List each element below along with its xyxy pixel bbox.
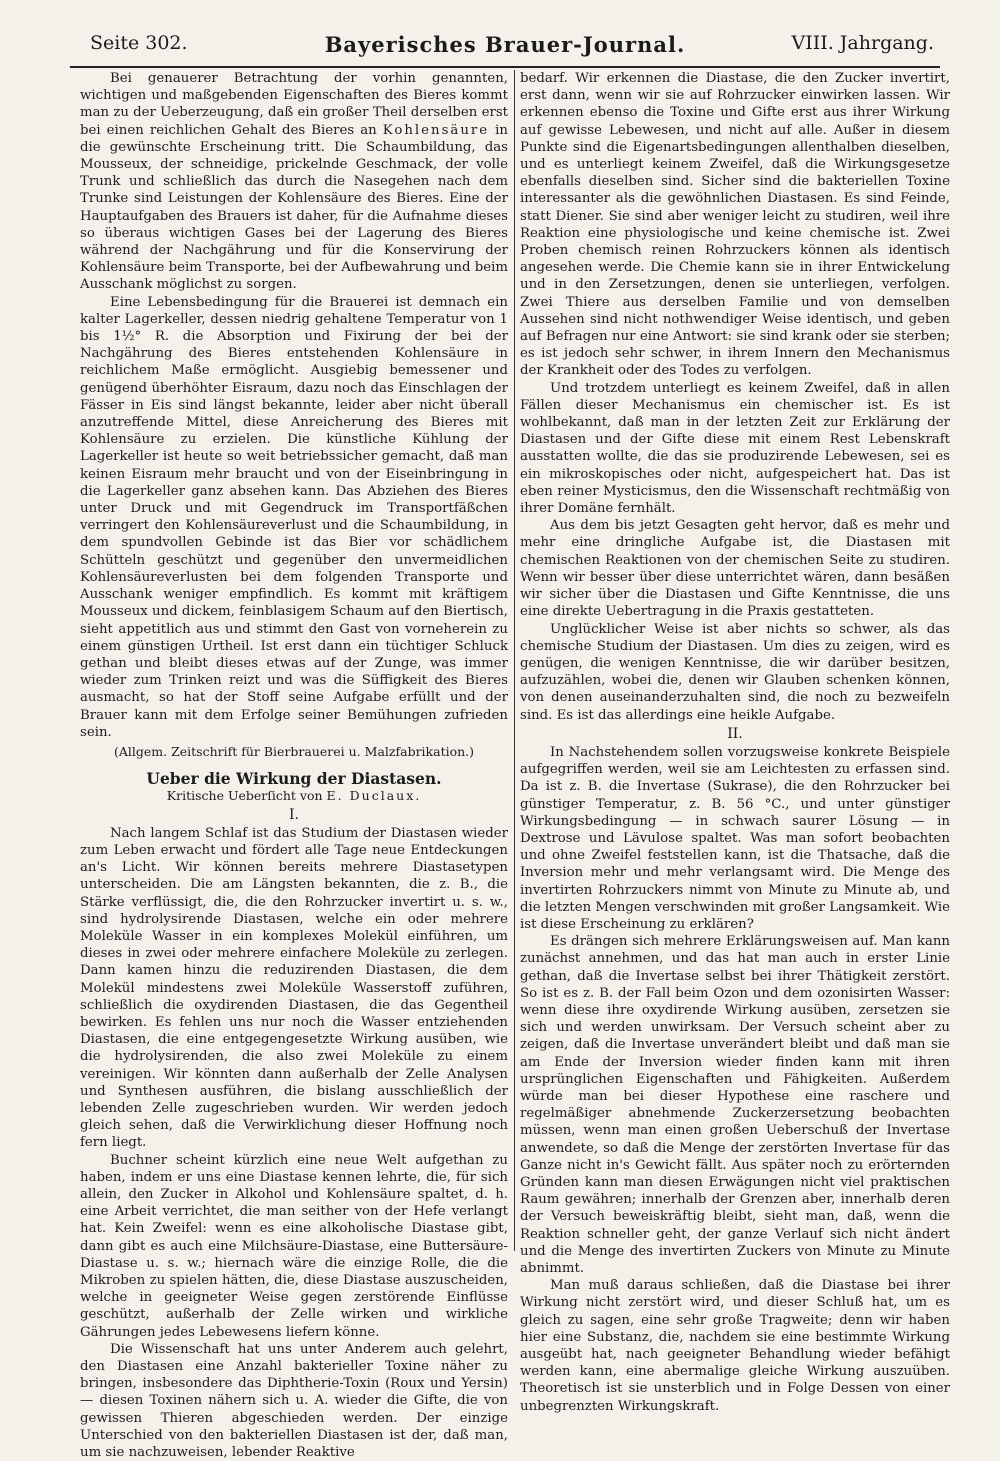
paragraph: In Nachstehendem sollen vorzugsweise konkrete Beispiele aufgegriffen werden, weil sie am Leichtesten zu erfassen sind. Da ist z. B. die Invertase (Sukrase), die den Rohrzucker bei günstiger Temperatur, z. B. 56 °C., und unter günstiger Wirkungsbedingung — in schwach saurer Lösung — in Dextrose und Lävulose spaltet. Was man sofort beobachten und ohne Zweifel feststellen kann, ist die Thatsache, daß die Inversion mehr und mehr verlangsamt wird. Die Menge des invertirten Rohrzuckers nimmt von Minute zu Minute ab, und die letzten Mengen verschwinden mit großer Langsamkeit. Wie ist diese Erscheinung zu erklären? bbox=[520, 744, 950, 932]
paragraph: Und trotzdem unterliegt es keinem Zweifel, daß in allen Fällen dieser Mechanismus ein chemischer ist. Es ist wohlbekannt, daß man in der letzten Zeit zur Erklärung der Diastasen und der Gifte diese mit einem Rest Lebenskraft ausstatten wollte, die das sie produzirende Lebewesen, sei es ein mikroskopisches oder nicht, aufgespeichert hat. Das ist eben reiner Mysticismus, den die Wissenschaft rechtmäßig von ihrer Domäne fernhält. bbox=[520, 380, 950, 517]
paragraph: Unglücklicher Weise ist aber nichts so schwer, als das chemische Studium der Diastasen. Um dies zu zeigen, wird es genügen, die wenigen Kenntnisse, die wir darüber besitzen, aufzuzählen, wobei die, denen wir Glauben schenken können, von denen auseinanderzuhalten sind, die noch zu bezweifeln sind. Es ist das allerdings eine heikle Aufgabe. bbox=[520, 621, 950, 723]
emphasized-word: Kohlensäure bbox=[382, 122, 490, 138]
column-divider bbox=[514, 70, 515, 1251]
right-column bbox=[520, 70, 950, 1414]
text-columns bbox=[80, 70, 950, 1461]
paragraph: Eine Lebensbedingung für die Brauerei ist demnach ein kalter Lagerkeller, dessen niedrig gehaltene Temperatur von 1 bis 1½° R. die Absorption und Fixirung der bei der Nachgährung des Bieres entstehenden Kohlensäure in reichlichem Maße ermöglicht. Ausgiebig bemessener und genügend überhöhter Eisraum, dazu noch das Einschlagen der Fässer in Eis sind längst bekannte, leider aber nicht überall anzutreffende Mittel, diese Anreicherung des Bieres mit Kohlensäure zu erzielen. Die künstliche Kühlung der Lagerkeller ist heute so weit betriebssicher gemacht, daß man keinen Eisraum mehr braucht und von der Eiseinbringung in die Lagerkeller ganz absehen kann. Das Abziehen des Bieres unter Druck und mit Gegendruck im Transportfäßchen verringert den Kohlensäureverlust und die Schaumbildung, in dem spundvollen Gebinde ist das Bier vor schädlichem Schütteln geschützt und gegenüber den unvermeidlichen Kohlensäureverlusten bei dem folgenden Transporte und Ausschank weniger empfindlich. Es kommt mit kräftigem Mousseux und dickem, feinblasigem Schaum auf den Biertisch, sieht appetitlich aus und stimmt den Gast von vorneherein zu einem günstigen Urtheil. Ist erst dann ein tüchtiger Schluck gethan und bleibt dieses etwas auf der Zunge, was immer wieder zum Trinken reizt und was die Süffigkeit des Bieres ausmacht, so hat der Stoff seine Aufgabe erfüllt und der Brauer kann mit dem Erfolge seiner Bemühungen zufrieden sein. bbox=[80, 294, 508, 740]
article-title: Ueber die Wirkung der Diastasen. bbox=[146, 769, 442, 789]
section-number: I. bbox=[289, 806, 299, 823]
page-number: Seite 302. bbox=[90, 32, 188, 54]
paragraph bbox=[80, 70, 508, 294]
source-citation: (Allgem. Zeitschrift für Bierbrauerei u. Malzfabrikation.) bbox=[113, 743, 475, 759]
paragraph: Es drängen sich mehrere Erklärungsweisen auf. Man kann zunächst annehmen, und das hat man auch in erster Linie gethan, daß die Invertase selbst bei ihrer Thätigkeit zerstört. So ist es z. B. der Fall beim Ozon und dem ozonisirten Wasser: wenn diese ihre oxydirende Wirkung ausüben, zersetzen sie sich und werden unwirksam. Der Versuch scheint aber zu zeigen, daß die Invertase unverändert bleibt und daß man sie am Ende der Inversion wieder finden kann mit ihren ursprünglichen Eigenschaften und Fähigkeiten. Außerdem würde man bei dieser Hypothese eine raschere und regelmäßiger abnehmende Zuckerzersetzung beobachten müssen, wenn man einen großen Ueberschuß der Invertase anwendete, so daß die Menge der zerstörten Invertase für das Ganze nicht in's Gewicht fällt. Aus später noch zu erörternden Gründen kann man diesen Erwägungen nicht viel praktischen Raum gewähren; innerhalb der Grenzen aber, innerhalb deren der Versuch beweiskräftig bleibt, sieht man, daß, wenn die Reaktion schneller geht, der ganze Verlauf sich nicht ändert und die Menge des invertirten Zuckers von Minute zu Minute abnimmt. bbox=[520, 934, 950, 1277]
journal-title: Bayerisches Brauer-Journal. bbox=[324, 32, 686, 57]
article-subtitle bbox=[80, 787, 508, 804]
paragraph: Nach langem Schlaf ist das Studium der Diastasen wieder zum Leben erwacht und fördert alle Tage neue Entdeckungen an's Licht. Wir können bereits mehrere Diastasetypen unterscheiden. Die am Längsten bekannten, die z. B., die Stärke verflüssigt, die, die den Rohrzucker invertirt u. s. w., sind hydrolysirende Diastasen, welche ein oder mehrere Moleküle Wasser in ein komplexes Molekül einführen, um dieses in zwei oder mehrere einfachere Moleküle zu zerlegen. Dann kamen hinzu die reduzirenden Diastasen, die dem Molekül mindestens zwei Moleküle Wasserstoff zuführen, schließlich die oxydirenden Diastasen, die das Gegentheil bewirken. Es fehlen uns nur noch die Wasser entziehenden Diastasen, die eine entgegengesetzte Wirkung ausüben, wie die hydrolysirenden, die also zwei Moleküle zu einem vereinigen. Wir könnten dann außerhalb der Zelle Analysen und Synthesen ausführen, die bislang ausschließlich der lebenden Zelle zugeschrieben wurden. Wir werden jedoch gleich sehen, daß die Verwirklichung dieser Hoffnung noch fern liegt. bbox=[80, 825, 508, 1151]
paragraph: bedarf. Wir erkennen die Diastase, die den Zucker invertirt, erst dann, wenn wir sie auf Rohrzucker einwirken lassen. Wir erkennen ebenso die Toxine und Gifte erst aus ihrer Wirkung auf gewisse Lebewesen, und nicht auf alle. Außer in diesem Punkte sind die Eigenartsbedingungen allenthalben dieselben, und es unterliegt keinem Zweifel, daß die Wirkungsgesetze ebenfalls dieselben sind. Sicher sind die bakteriellen Toxine interessanter als die gewöhnlichen Diastasen. Es sind Feinde, statt Diener. Sie sind aber weniger leicht zu studiren, weil ihre Reaktion eine physiologische und keine chemische ist. Zwei Proben chemisch reinen Rohrzuckers können als identisch angesehen werde. Die Chemie kann sie in ihrer Entwickelung und in den Zersetzungen, denen sie unterliegen, verfolgen. Zwei Thiere aus derselben Familie und von demselben Aussehen sind nicht nothwendiger Weise identisch, und geben auf Befragen nur eine Antwort: sie sind krank oder sie sterben; es ist jedoch sehr schwer, in ihrem Innern den Mechanismus der Krankheit oder des Todes zu verfolgen. bbox=[520, 71, 950, 379]
left-column bbox=[80, 70, 508, 1461]
paragraph: Buchner scheint kürzlich eine neue Welt aufgethan zu haben, indem er uns eine Diastase kennen lehrte, die, für sich allein, den Zucker in Alkohol und Kohlensäure spaltet, d. h. eine Arbeit verrichtet, die man seither von der Hefe verlangt hat. Kein Zweifel: wenn es eine alkoholische Diastase gibt, dann gibt es auch eine Milchsäure-Diastase, eine Buttersäure-Diastase u. s. w.; hiernach wäre die einzige Rolle, die die Mikroben zu spielen hätten, die, diese Diastase auszuscheiden, welche in geeigneter Weise gegen zerstörende Einflüsse geschützt, außerhalb der Zelle wirken und wirkliche Gährungen jedes Lebewesens liefern könne. bbox=[80, 1152, 508, 1340]
section-number: II. bbox=[727, 725, 743, 742]
subtitle-text: Kritische Ueberſicht von bbox=[166, 788, 327, 804]
paragraph: Aus dem bis jetzt Gesagten geht hervor, daß es mehr und mehr eine dringliche Aufgabe ist, die Diastasen mit chemischen Reaktionen von der chemischen Seite zu studiren. Wenn wir besser über diese unterrichtet wären, dann besäßen wir sicher über die Diastasen und Gifte Kenntnisse, die uns eine direkte Uebertragung in die Praxis gestatteten. bbox=[520, 518, 950, 620]
paragraph: Die Wissenschaft hat uns unter Anderem auch gelehrt, den Diastasen eine Anzahl bakterieller Toxine näher zu bringen, insbesondere das Diphtherie-Toxin (Roux und Yersin) — diesen Toxinen nähern sich u. A. wieder die Gifte, die von gewissen Thieren abgeschieden werden. Der einzige Unterschied von den bakteriellen Diastasen ist der, daß man, um sie nachzuweisen, lebender Reaktive bbox=[80, 1341, 508, 1461]
page-header bbox=[70, 26, 940, 68]
volume-label: VIII. Jahrgang. bbox=[791, 32, 934, 54]
paragraph-text: in die gewünschte Erscheinung tritt. Die Schaumbildung, das Mousseux, der schneidige, prickelnde Geschmack, der volle Trunk und schließlich das durch die Nasegehen nach dem Trunke sind Leistungen der Kohlensäure des Bieres. Eine der Hauptaufgaben des Brauers ist daher, für die Aufnahme dieses so überaus wichtigen Gases bei der Lagerung des Bieres während der Nachgährung und für die Konservirung der Kohlensäure beim Transporte, bei der Aufbewahrung und beim Ausschank möglichst zu sorgen. bbox=[80, 122, 508, 293]
paragraph: Man muß daraus schließen, daß die Diastase bei ihrer Wirkung nicht zerstört wird, und dieser Schluß hat, um es gleich zu sagen, eine sehr große Tragweite; denn wir haben hier eine Substanz, die, nachdem sie eine bestimmte Wirkung ausgeübt hat, nach geeigneter Behandlung wieder befähigt werden kann, eine abermalige gleiche Wirkung auszuüben. Theoretisch ist sie unsterblich und in Folge Dessen von einer unbegrenzten Wirkungskraft. bbox=[520, 1278, 950, 1414]
author-name: E. Duclaux. bbox=[326, 788, 422, 804]
paragraph-text: Bei genauerer Betrachtung der vorhin genannten, wichtigen und maßgebenden Eigenschaften des Bieres kommt man zu der Ueberzeugung, daß ein großer Theil derselben erst bei einen reichlichen Gehalt des Bieres an bbox=[80, 71, 508, 138]
